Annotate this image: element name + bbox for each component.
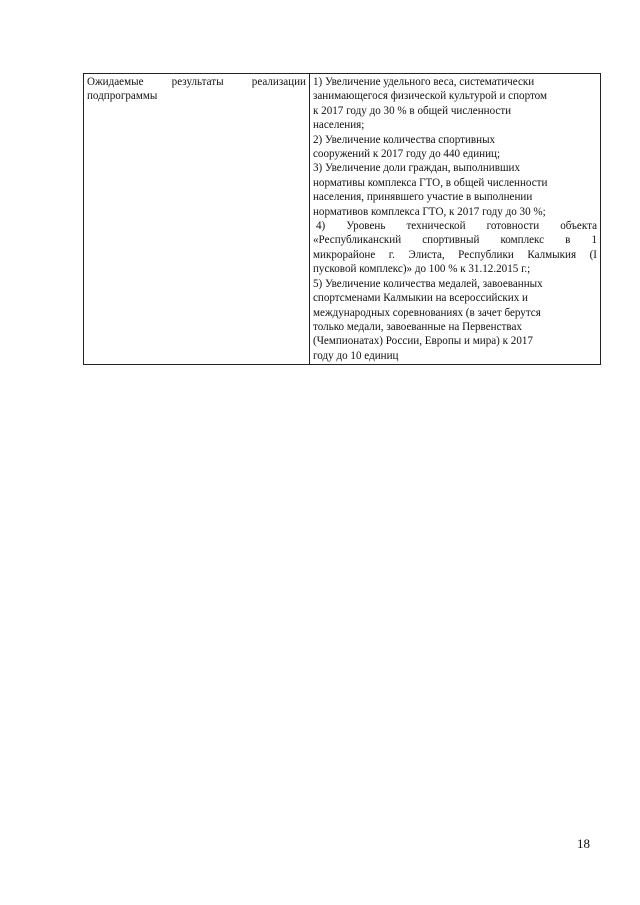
result-line: микрорайоне г. Элиста, Республики Калмыкия (I bbox=[313, 248, 597, 261]
result-line: 1) Увеличение удельного веса, систематически bbox=[313, 76, 535, 88]
result-line: 4) Уровень технической готовности объекта bbox=[316, 220, 597, 233]
result-line: нормативов комплекса ГТО, к 2017 году до 30 %; bbox=[313, 205, 546, 218]
table-row bbox=[84, 74, 601, 365]
results-table bbox=[83, 73, 601, 365]
result-line: году до 10 единиц bbox=[313, 349, 399, 362]
result-line: сооружений к 2017 году до 440 единиц; bbox=[313, 148, 501, 161]
right-cell-results bbox=[310, 74, 601, 365]
left-cell-label: Ожидаемые результаты реализации подпрограммы bbox=[84, 74, 310, 365]
result-line: нормативы комплекса ГТО, в общей численности bbox=[313, 176, 548, 189]
result-line: 2) Увеличение количества спортивных bbox=[313, 133, 496, 146]
result-line: международных соревнованиях (в зачет берутся bbox=[313, 306, 541, 319]
result-line: (Чемпионатах) России, Европы и мира) к 2017 bbox=[313, 335, 533, 348]
result-line: пусковой комплекс)» до 100 % к 31.12.2015 г.; bbox=[313, 263, 531, 276]
result-line: занимающегося физической культурой и спортом bbox=[313, 90, 548, 103]
result-line: «Республиканский спортивный комплекс в 1 bbox=[313, 234, 597, 247]
result-line: 3) Увеличение доли граждан, выполнивших bbox=[313, 162, 520, 175]
result-line: населения; bbox=[313, 119, 365, 132]
result-line: 5) Увеличение количества медалей, завоеванных bbox=[313, 277, 543, 290]
result-line: населения, принявшего участие в выполнении bbox=[313, 191, 533, 204]
result-line: спортсменами Калмыкии на всероссийских и bbox=[313, 292, 528, 305]
result-line: только медали, завоеванные на Первенствах bbox=[313, 320, 522, 333]
page-number: 18 bbox=[577, 836, 590, 851]
result-line: к 2017 году до 30 % в общей численности bbox=[313, 104, 512, 117]
